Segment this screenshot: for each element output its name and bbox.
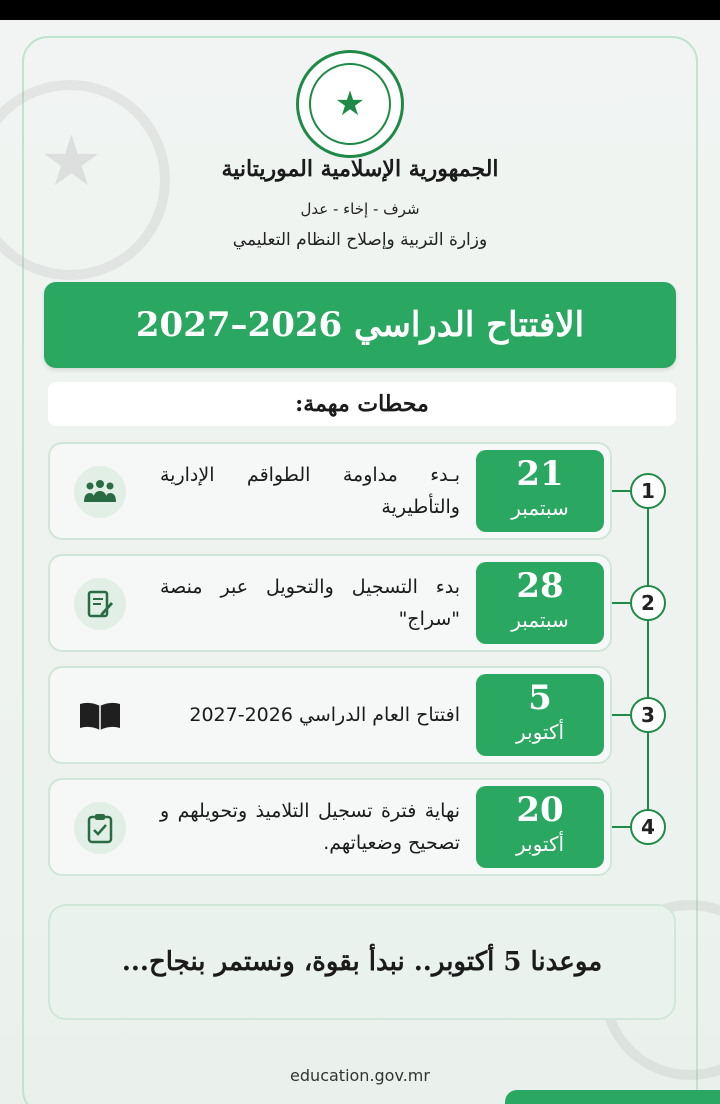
footer-accent-bar xyxy=(505,1090,720,1104)
national-motto: شرف - إخاء - عدل xyxy=(300,200,420,218)
milestones-heading: محطات مهمة: xyxy=(48,382,676,426)
date-badge xyxy=(476,562,604,644)
ministry-name: وزارة التربية وإصلاح النظام التعليمي xyxy=(232,230,488,250)
date-badge xyxy=(476,786,604,868)
step-number: 4 xyxy=(630,809,666,845)
date-badge xyxy=(476,450,604,532)
timeline-connector xyxy=(612,602,630,604)
milestone-card xyxy=(48,666,612,764)
milestone-card xyxy=(48,778,612,876)
watermark-star-icon: ★ xyxy=(40,120,103,202)
announcement-poster xyxy=(0,20,720,1104)
milestone-text: افتتاح العام الدراسي 2026-2027 xyxy=(189,704,460,726)
date-month: سبتمبر xyxy=(511,496,569,520)
step-number: 2 xyxy=(630,585,666,621)
country-name: الجمهورية الإسلامية الموريتانية xyxy=(221,156,499,182)
milestone-text: نهاية فترة تسجيل التلاميذ وتحويلهم و تصحيح وضعياتهم. xyxy=(160,800,460,854)
date-month: أكتوبر xyxy=(515,720,565,744)
date-badge xyxy=(476,674,604,756)
step-number: 3 xyxy=(630,697,666,733)
milestone-text: بـدء مداومة الطواقم الإدارية والتأطيرية xyxy=(160,464,460,518)
timeline-connector xyxy=(612,714,630,716)
closing-message xyxy=(48,904,676,1020)
open-book-icon xyxy=(74,690,126,742)
status-bar xyxy=(0,0,720,20)
date-month: أكتوبر xyxy=(515,832,565,856)
edit-document-icon xyxy=(74,578,126,630)
website-url: education.gov.mr xyxy=(290,1066,430,1085)
timeline-line xyxy=(647,490,649,830)
step-number: 1 xyxy=(630,473,666,509)
date-day: 21 xyxy=(516,454,564,494)
date-day: 5 xyxy=(528,678,552,718)
clipboard-check-icon xyxy=(74,802,126,854)
national-seal xyxy=(296,50,404,158)
milestone-text: بدء التسجيل والتحويل عبر منصة "سراج" xyxy=(160,576,460,630)
closing-text: موعدنا 5 أكتوبر.. نبدأ بقوة، ونستمر بنجاح... xyxy=(121,947,603,977)
date-day: 20 xyxy=(516,790,564,830)
star-emblem-icon: ★ xyxy=(309,63,391,145)
title-banner xyxy=(44,282,676,368)
milestone-card xyxy=(48,554,612,652)
banner-title: الافتتاح الدراسي 2026–2027 xyxy=(135,305,585,345)
timeline-connector xyxy=(612,826,630,828)
timeline-connector xyxy=(612,490,630,492)
people-group-icon xyxy=(74,466,126,518)
date-day: 28 xyxy=(516,566,564,606)
milestone-card xyxy=(48,442,612,540)
date-month: سبتمبر xyxy=(511,608,569,632)
